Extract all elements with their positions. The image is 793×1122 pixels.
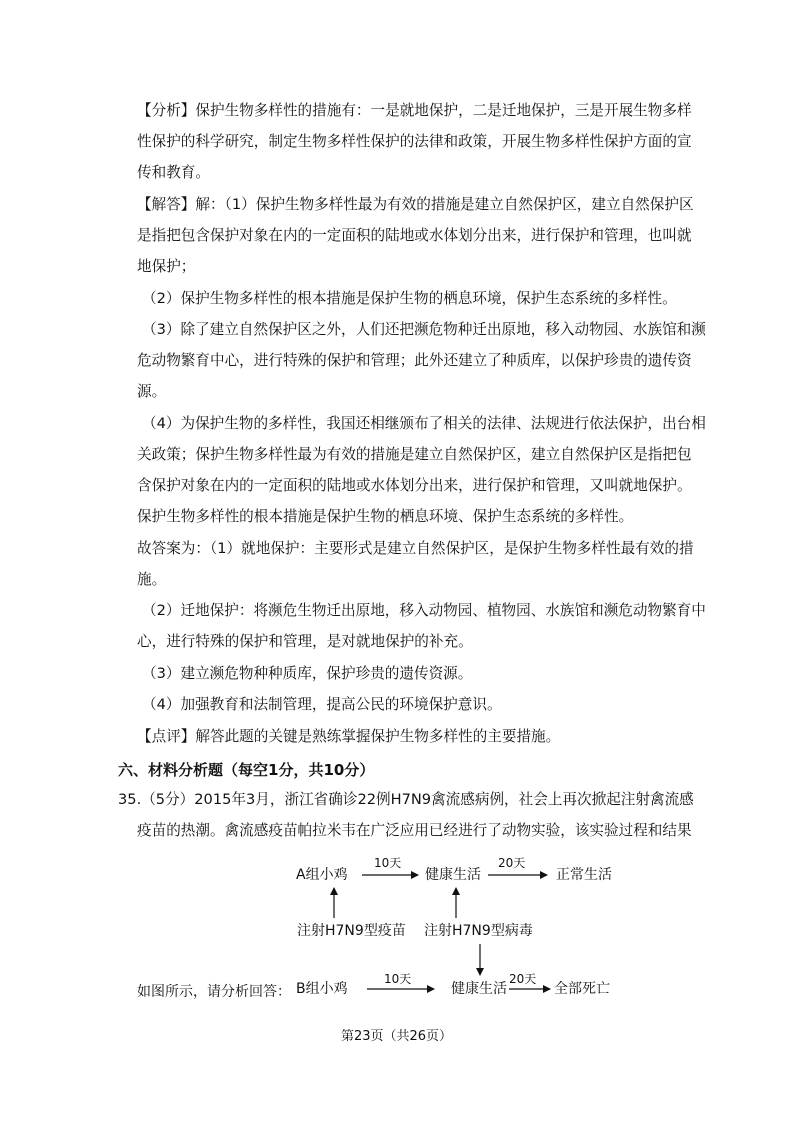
analysis-line: 【分析】保护生物多样性的措施有：一是就地保护，二是迁地保护，三是开展生物多样 (137, 102, 692, 119)
answer-line: 施。 (137, 571, 167, 588)
answer-line: 关政策；保护生物多样性最为有效的措施是建立自然保护区，建立自然保护区是指把包 (137, 446, 692, 463)
page-footer: 第23页（共26页） (340, 1029, 453, 1044)
answer-line: 源。 (137, 383, 167, 400)
question-prompt: 如图所示，请分析回答： (137, 984, 291, 1000)
answer-line: 危动物繁育中心，进行特殊的保护和管理；此外还建立了种质库，以保护珍贵的遗传资 (137, 352, 692, 369)
b-time1-label: 10天 (384, 972, 412, 986)
vaccine-label: 注射H7N9型疫苗 (297, 923, 406, 939)
b-state2-label: 全部死亡 (554, 981, 610, 997)
b-state1-label: 健康生活 (451, 981, 507, 997)
a-state1-label: 健康生活 (425, 867, 481, 883)
comment-line: 【点评】解答此题的关键是熟练掌握保护生物多样性的主要措施。 (137, 728, 561, 745)
question-line: 35.（5分）2015年3月，浙江省确诊22例H7N9禽流感病例，社会上再次掀起注射禽流感 (118, 791, 694, 808)
answer-line: 地保护； (137, 258, 196, 275)
answer-line: （2）保护生物多样性的根本措施是保护生物的栖息环境，保护生态系统的多样性。 (142, 290, 677, 307)
answer-line: （2）迁地保护：将濒危生物迁出原地，移入动物园、植物园、水族馆和濒危动物繁育中 (142, 602, 706, 619)
answer-line: 故答案为：（1）就地保护：主要形式是建立自然保护区，是保护生物多样性最有效的措 (137, 540, 694, 557)
a-time1-label: 10天 (374, 856, 402, 870)
answer-line: （3）除了建立自然保护区之外，人们还把濒危物种迁出原地，移入动物园、水族馆和濒 (142, 321, 706, 338)
section-heading: 六、材料分析题（每空1分，共10分） (118, 761, 375, 779)
b-time2-label: 20天 (509, 972, 537, 986)
answer-line: 是指把包含保护对象在内的一定面积的陆地或水体划分出来，进行保护和管理，也叫就 (137, 227, 692, 244)
b-group-label: B组小鸡 (296, 981, 348, 997)
answer-line: 保护生物多样性的根本措施是保护生物的栖息环境、保护生态系统的多样性。 (137, 508, 634, 525)
question-line: 疫苗的热潮。禽流感疫苗帕拉米韦在广泛应用已经进行了动物实验，该实验过程和结果 (137, 822, 692, 839)
answer-line: 【解答】解：（1）保护生物多样性最为有效的措施是建立自然保护区，建立自然保护区 (137, 196, 694, 213)
analysis-line: 性保护的科学研究，制定生物多样性保护的法律和政策，开展生物多样性保护方面的宣 (137, 133, 692, 150)
answer-line: （3）建立濒危物种种质库，保护珍贵的遗传资源。 (142, 665, 473, 682)
virus-label: 注射H7N9型病毒 (424, 923, 533, 939)
analysis-line: 传和教育。 (137, 164, 210, 181)
answer-line: （4）加强教育和法制管理，提高公民的环境保护意识。 (142, 696, 502, 713)
answer-line: 含保护对象在内的一定面积的陆地或水体划分出来，进行保护和管理，又叫就地保护。 (137, 477, 692, 494)
answer-line: （4）为保护生物的多样性，我国还相继颁布了相关的法律、法规进行依法保护，出台相 (142, 415, 706, 432)
a-group-label: A组小鸡 (296, 867, 348, 883)
a-time2-label: 20天 (498, 856, 526, 870)
answer-line: 心，进行特殊的保护和管理，是对就地保护的补充。 (137, 633, 473, 650)
a-state2-label: 正常生活 (556, 867, 612, 883)
